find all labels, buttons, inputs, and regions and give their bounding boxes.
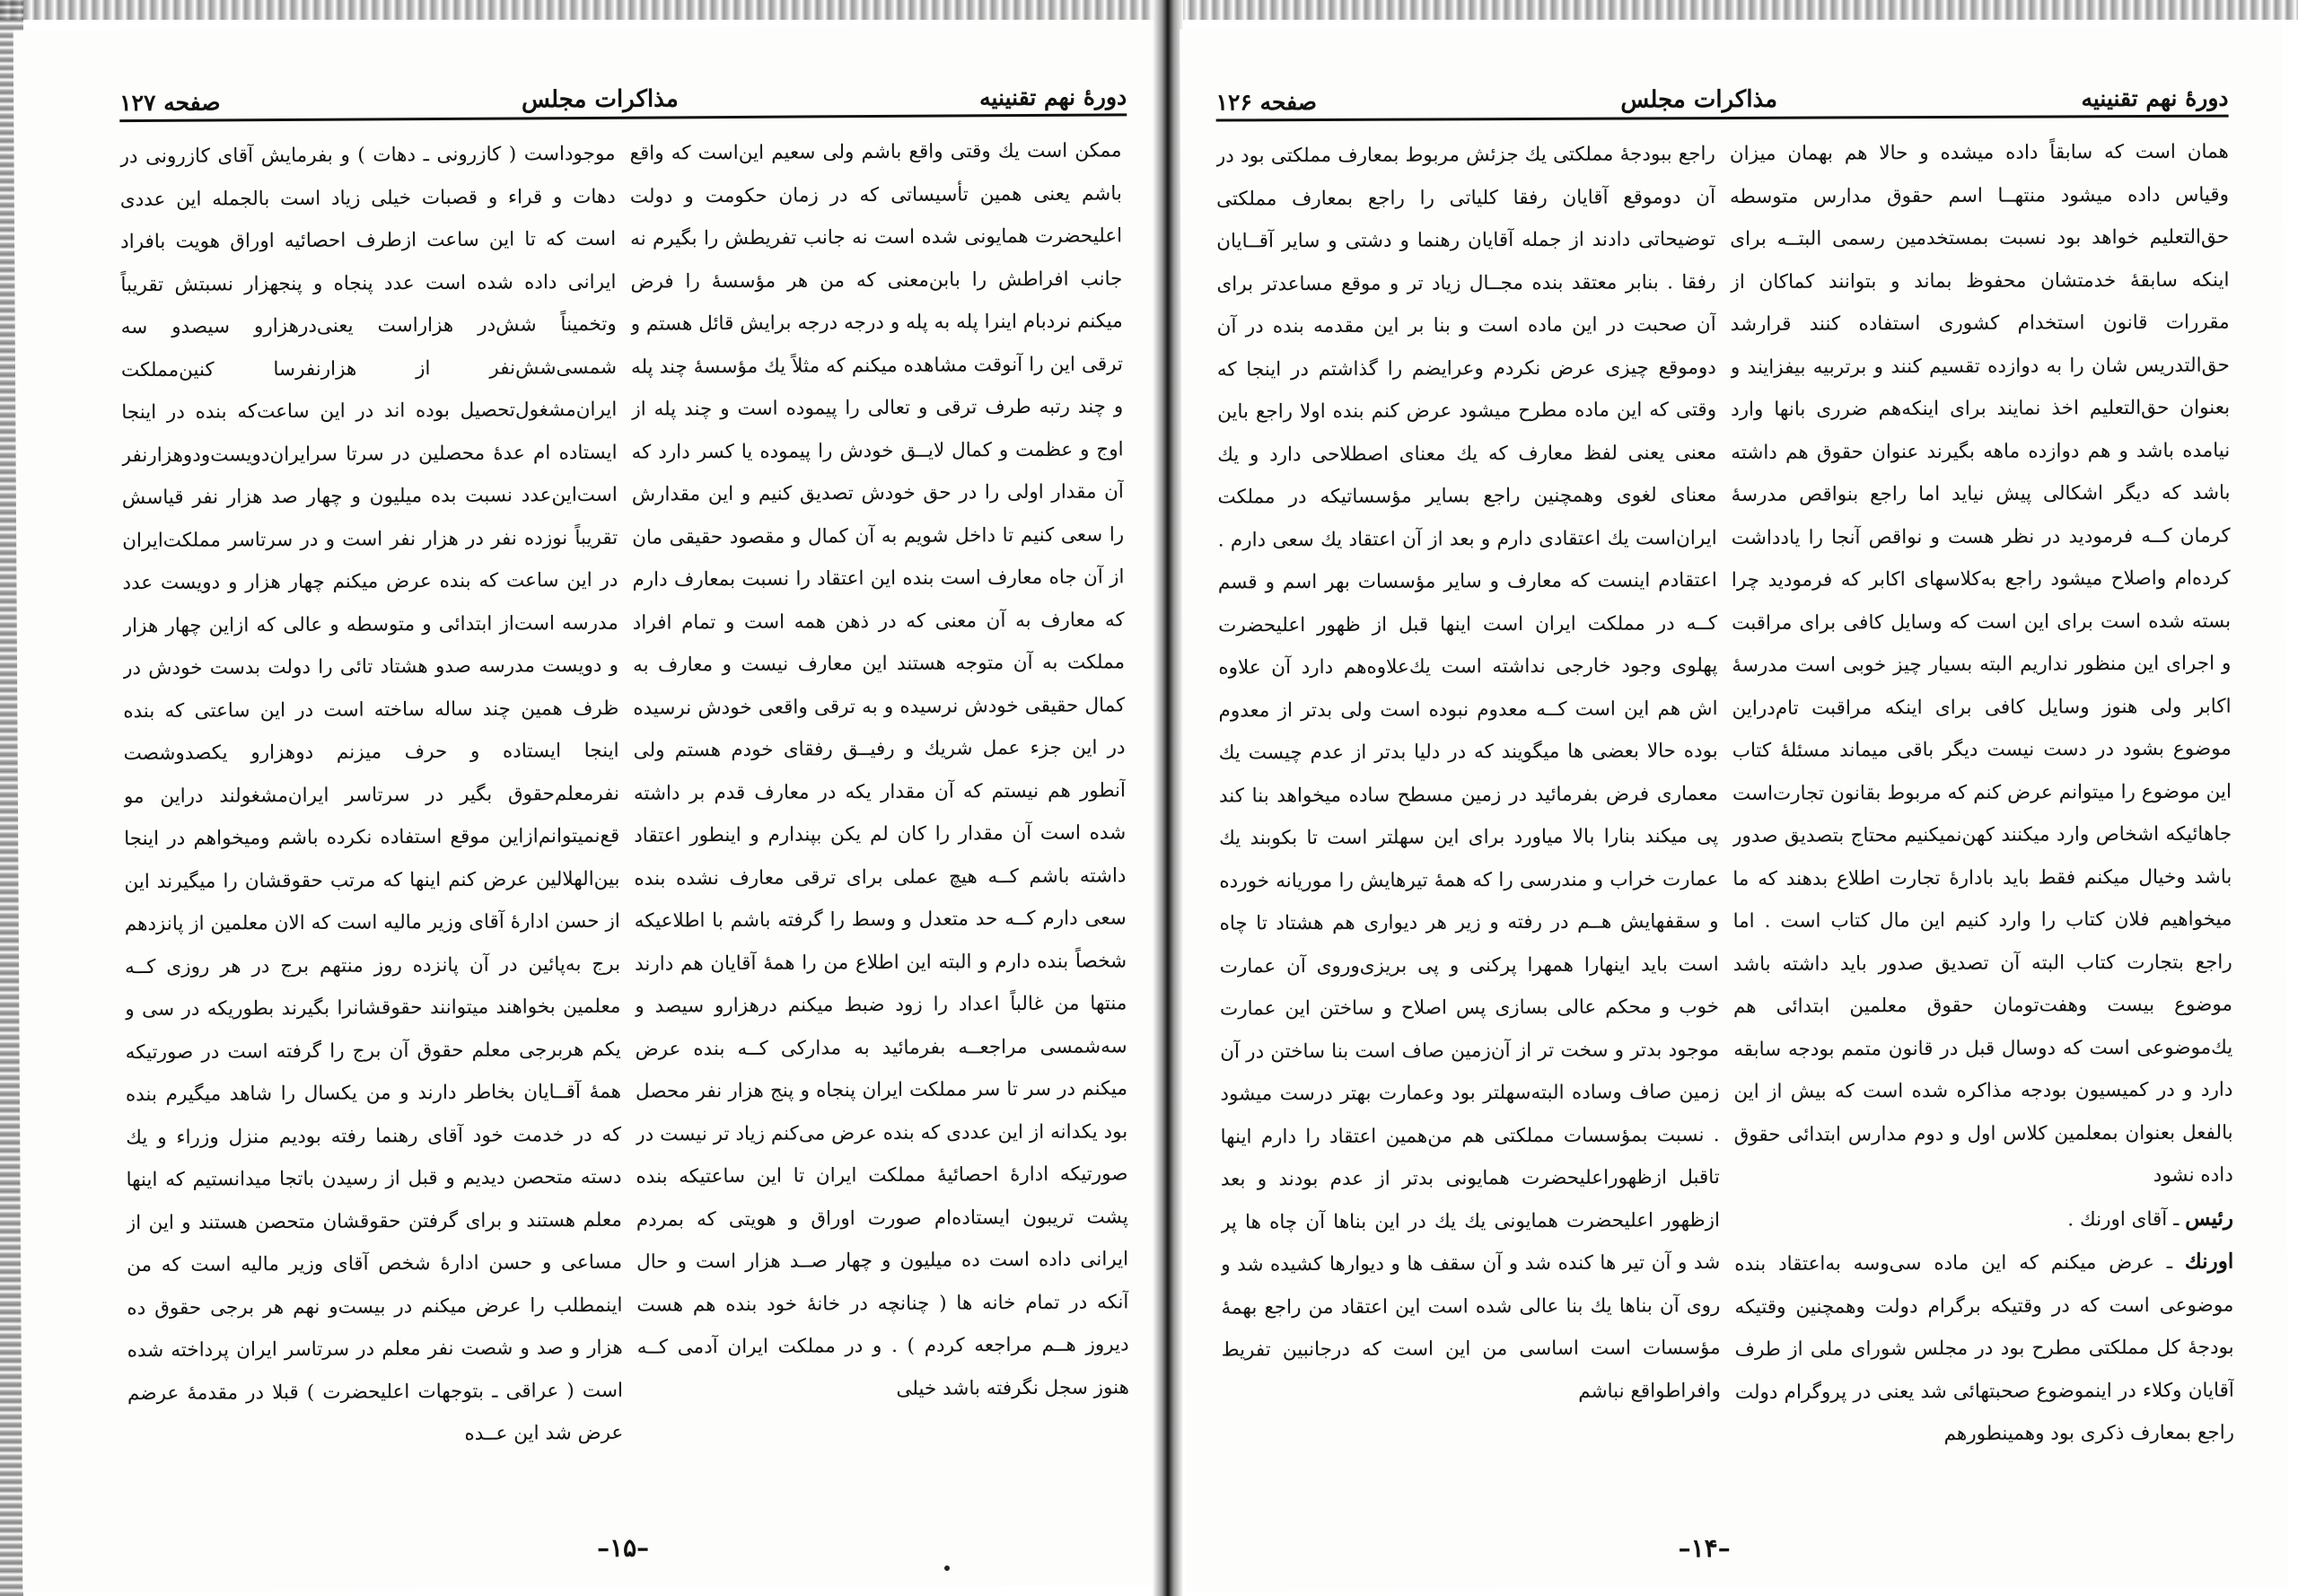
right-page-header <box>1215 68 2228 116</box>
session-period: دورهٔ نهم تقنینیه <box>978 83 1127 111</box>
scan-edge-top <box>0 0 2298 20</box>
scan-speck <box>944 1565 950 1571</box>
right-page-column-left <box>1216 133 1722 1521</box>
left-page-column-left <box>119 133 623 1522</box>
column-text: موجوداست ( کازرونی ـ دهات ) و بفرمایش آقای کازرونی در دهات و قراء و قصبات خیلی زیاد است بالجمله این عددی است که تا این ساعت ازطرف احصائیه اوراق هویت بافراد ایرانی داده شده است عدد پنجاه و پنجهزار نسبتش تقریباً وتخمیناً شش‌در هزاراست یعنی‌درهزارو سیصدو سه شمسی‌شش‌نفر از هزارنفرسا کنین‌مملکت ایران‌مشغول‌تحصیل بوده اند در این ساعت‌که بنده در اینجا ایستاده ام عدهٔ محصلین در سرتا سرایران‌دویست‌ودوهزارنفر است‌این‌عدد نسبت بده میلیون و چهار صد هزار نفر قیاسش تقریباً نوزده نفر در هزار نفر است و در سرتاسر مملکت‌ایران در این ساعت که بنده عرض میکنم چهار هزار و دویست عدد مدرسه است‌از ابتدائی و متوسطه و عالی که ازاین چهار هزار و دویست مدرسه صدو هشتاد تائی را دولت بدست خودش در ظرف همین چند ساله ساخته است در این ساعتی که بنده اینجا ایستاده و حرف میزنم دوهزارو یکصدوشصت نفرمعلم‌حقوق بگیر در سرتاسر ایران‌مشغولند دراین مو قع‌نمیتوانم‌ازاین موقع استفاده نکرده باشم ومیخواهم در اینجا بین‌الهلالین عرض کنم اینها که مرتب حقوقشان را میگیرند این از حسن ادارهٔ آقای وزیر مالیه است که الان معلمین از پانزدهم برج به‌پائین در آن پانزده روز منتهم برج در هر روزی کــه معلمین بخواهند میتوانند حقوقشانرا بگیرند بطوریکه در سی و یکم هربرجی معلم حقوق آن برج را گرفته است در صورتیکه همهٔ آقــایان بخاطر دارند و من یکسال را شاهد میگیرم بنده که در خدمت خود آقای رهنما رفته بودیم منزل وزراء و یك دسته متحصن دیدیم و قبل از رسیدن باتجا میدانستیم که اینها معلم هستند و برای گرفتن حقوقشان متحصن هستند و این از مساعی و حسن ادارهٔ شخص آقای وزیر مالیه است که من اینمطلب را عرض میکنم در بیست‌و نهم هر برجی حقوق ده هزار و صد و شصت نفر معلم در سرتاسر ایران پرداخته شده است ( عراقی ـ بتوجهات اعلیحضرت ) قبلا در مقدمهٔ عرضم عرض شد این عــده <box>119 142 624 1445</box>
journal-title: مذاکرات مجلس <box>1620 85 1778 114</box>
journal-title: مذاکرات مجلس <box>521 85 679 114</box>
session-period: دورهٔ نهم تقنینیه <box>2081 84 2229 112</box>
page-folio: –۱۵– <box>596 1532 650 1563</box>
book-gutter <box>1153 0 1183 1596</box>
speech-text: ـ عرض میکنم که این ماده سی‌وسه به‌اعتقاد بنده موضوعی است که در وقتیکه برگرام دولت وهمچنین وقتیکه بودجهٔ کل مملکتی مطرح بود در مجلس شورای ملی از طرف آقایان وکلاء در اینموضوع صحبتهائی شد یعنی در پروگرام دولت راجع بمعارف ذکری بود وهمینطورهم <box>1734 1250 2235 1445</box>
speaker-paragraph <box>1734 1197 2233 1242</box>
left-page <box>13 23 1163 1592</box>
right-page-column-right <box>1730 131 2235 1520</box>
left-page-column-right <box>629 129 1129 1519</box>
left-page-header <box>119 66 1127 116</box>
speaker-paragraph <box>1734 1241 2234 1457</box>
page-number-label: صفحه ۱۲۷ <box>119 89 221 117</box>
page-number-label: صفحه ۱۲۶ <box>1215 89 1318 116</box>
column-text: ممکن است یك وقتی واقع باشم ولی سعیم این‌است که واقع باشم یعنی همین تأسیساتی که در زمان حکومت و دولت اعلیحضرت همایونی شده است نه جانب تفریطش را بگیرم نه جانب افراطش را بابن‌معنی که من هر مؤسسهٔ را فرض میکنم نردبام اینرا پله به پله و درجه درجه برایش قائل هستم و ترقی این را آنوقت مشاهده میکنم که مثلاً یك مؤسسهٔ چند پله و چند رتبه طرف ترقی و تعالی را پیموده است و چند پله از اوج و عظمت و کمال لایــق خودش را پیموده یا کسر دارد که آن مقدار اولی را در حق خودش تصدیق کنیم و این مقدارش را سعی کنیم تا داخل شویم به آن کمال و مقصود حقیقی مان از آن جاه معارف است بنده این اعتقاد را نسبت بمعارف دارم که معارف به آن معنی که در ذهن همه است و تمام افراد مملکت به آن متوجه هستند این معارف نیست و معارف به کمال حقیقی خودش نرسیده و به ترقی واقعی خودش نرسیده در این جزء عمل شریك و رفیــق رفقای خودم هستم ولی آنطور هم نیستم که آن مقدار یکه در معارف قدم بر داشته شده است آن مقدار را کان لم یکن بپندارم و اینطور اعتقاد داشته باشم کــه هیچ عملی برای ترقی معارف نشده بنده سعی دارم کــه حد متعدل و وسط را گرفته باشم با اطلاعیکه شخصاً بنده دارم و البته این اطلاع من را همهٔ آقایان هم دارند منتها من غالباً اعداد را زود ضبط میکنم درهزارو سیصد و سه‌شمسی مراجعــه بفرمائید به مدارکی کــه بنده عرض میکنم در سر تا سر مملکت ایران پنجاه و پنج هزار نفر محصل بود یکدانه از این عددی که بنده عرض می‌کنم زیاد تر نیست در صورتیکه ادارهٔ احصائیهٔ مملکت ایران تا این ساعتیکه بنده پشت تریبون ایستاده‌ام صورت اوراق و هویتی که بمردم ایرانی داده است ده میلیون و چهار صــد هزار است و حال آنکه در تمام خانه ها ( چنانچه در خانهٔ خود بنده هم هست دیروز هــم مراجعه کردم ) . و در مملکت ایران آدمی کــه هنوز سجل نگرفته باشد خیلی <box>629 139 1130 1400</box>
header-rule <box>1216 115 2229 122</box>
right-page <box>1180 24 2289 1591</box>
column-text: راجع ببودجهٔ مملکتی یك جزئش مربوط بمعارف مملکتی بود در آن دوموقع آقایان رفقا کلیاتی را راجع بمعارف مملکتی توضیحاتی دادند از جمله آقایان رهنما و دشتی و سایر آقــایان رفقا . بنابر معتقد بنده مجــال زیاد تر و موقع مساعدتر برای آن صحبت در این ماده است و بنا بر این مقدمه بنده در آن دوموقع چیزی عرض نکردم وعرایضم را گذاشتم در اینجا که وقتی که این ماده مطرح میشود عرض کنم بنده اولا راجع باین معنی یعنی لفظ معارف که یك معنای اصطلاحی دارد و یك معنای لغوی وهمچنین راجع بسایر مؤسساتیکه در مملکت ایران‌است یك اعتقادی دارم و بعد از آن اعتقاد یك سعی دارم . اعتقادم اینست که معارف و سایر مؤسسات بهر اسم و قسم کــه در مملکت ایران است اینها قبل از ظهور اعلیحضرت پهلوی وجود خارجی نداشته است یك‌علاوه‌هم دارد آن علاوه اش هم این است کــه معدوم نبوده است ولی بدتر از معدوم بوده حالا بعضی ها میگویند که در دلیا بدتر از عدم چیست یك معماری فرض بفرمائید در زمین مسطح ساده میخواهد بنا کند پی میکند بنارا بالا میاورد برای این سهلتر است تا بکوبند یك عمارت خراب و مندرسی را که همهٔ تیرهایش را موریانه خورده و سقفهایش هــم در رفته و زیر هر دیواری هم هشتاد تا چاه است باید اینهارا همهرا پرکنی و پی بریزی‌وروی آن عمارت خوب و محکم عالی بسازی پس اصلاح و ساختن این عمارت موجود بدتر و سخت تر از آن‌زمین صاف است بنا ساختن در آن زمین صاف وساده البته‌سهلتر بود وعمارت بهتر درست میشود . نسبت بمؤسسات مملکتی هم من‌همین اعتقاد را دارم اینها تاقبل ازظهوراعلیحضرت همایونی بدتر از عدم بودند و بعد ازظهور اعلیحضرت همایونی یك یك در این بناها آن چاه ها پر شد و آن تیر ها کنده شد و آن سقف ها و دیوارها کشیده شد و روی آن بناها یك بنا عالی شده است این اعتقاد من راجع بهمهٔ مؤسسات است اساسی من این است که درجانبین تفریط وافراطواقع نباشم <box>1215 143 1721 1403</box>
speaker-name: اورنك <box>2184 1249 2234 1274</box>
page-folio: –۱۴– <box>1678 1533 1731 1564</box>
column-text: همان است که سابقاً داده میشده و حالا هم بهمان میزان وقیاس داده میشود منتهــا اسم حقوق مدارس متوسطه حق‌التعلیم خواهد بود نسبت بمستخدمین رسمی البتــه برای اینکه سابقهٔ خدمتشان محفوظ بماند و بتوانند کماکان از مقررات قانون استخدام کشوری استفاده کنند قرارشد حق‌التدریس شان را به دوازده تقسیم کنند و برتربیه بیفزایند و بعنوان حق‌التعلیم اخذ نمایند برای اینکه‌هم ضرری بانها وارد نیامده باشد و هم دوازده ماهه بگیرند عنوان حقوق هم داشته باشد که دیگر اشکالی پیش نیاید اما راجع بنواقص مدرسهٔ کرمان کــه فرمودید در نظر هست و نواقص آنجا را یادداشت کرده‌ام واصلاح میشود راجع به‌کلاسهای اکابر که فرمودید چرا بسته شده است برای این است که وسایل کافی برای مراقبت و اجرای این منظور نداریم البته بسیار چیز خوبی است مدرسهٔ اکابر ولی هنوز وسایل کافی برای اینکه مراقبت تام‌دراین موضوع بشود در دست نیست دیگر باقی میماند مسئلهٔ کتاب این موضوع را میتوانم عرض کنم که مربوط بقانون تجارت‌است جاهائیکه اشخاص وارد میکنند کهن‌نمیکنیم محتاج بتصدیق صدور باشد وخیال میکنم فقط باید بادارهٔ تجارت اطلاع بدهند که ما میخواهیم فلان کتاب را وارد کنیم این مال کتاب است . اما راجع بتجارت کتاب البته آن تصدیق صدور باید داشته باشد موضوع بیست وهفت‌تومان حقوق معلمین ابتدائی هم یك‌موضوعی است که دوسال قبل در قانون متمم بودجه سابقه دارد و در کمیسیون بودجه مذاکره شده است که بیش از این بالفعل بعنوان بمعلمین کلاس اول و دوم مدارس ابتدائی حقوق داده نشود <box>1729 140 2233 1187</box>
speaker-name: رئیس <box>2185 1206 2234 1231</box>
speech-text: ـ آقای اورنك . <box>2067 1207 2180 1231</box>
